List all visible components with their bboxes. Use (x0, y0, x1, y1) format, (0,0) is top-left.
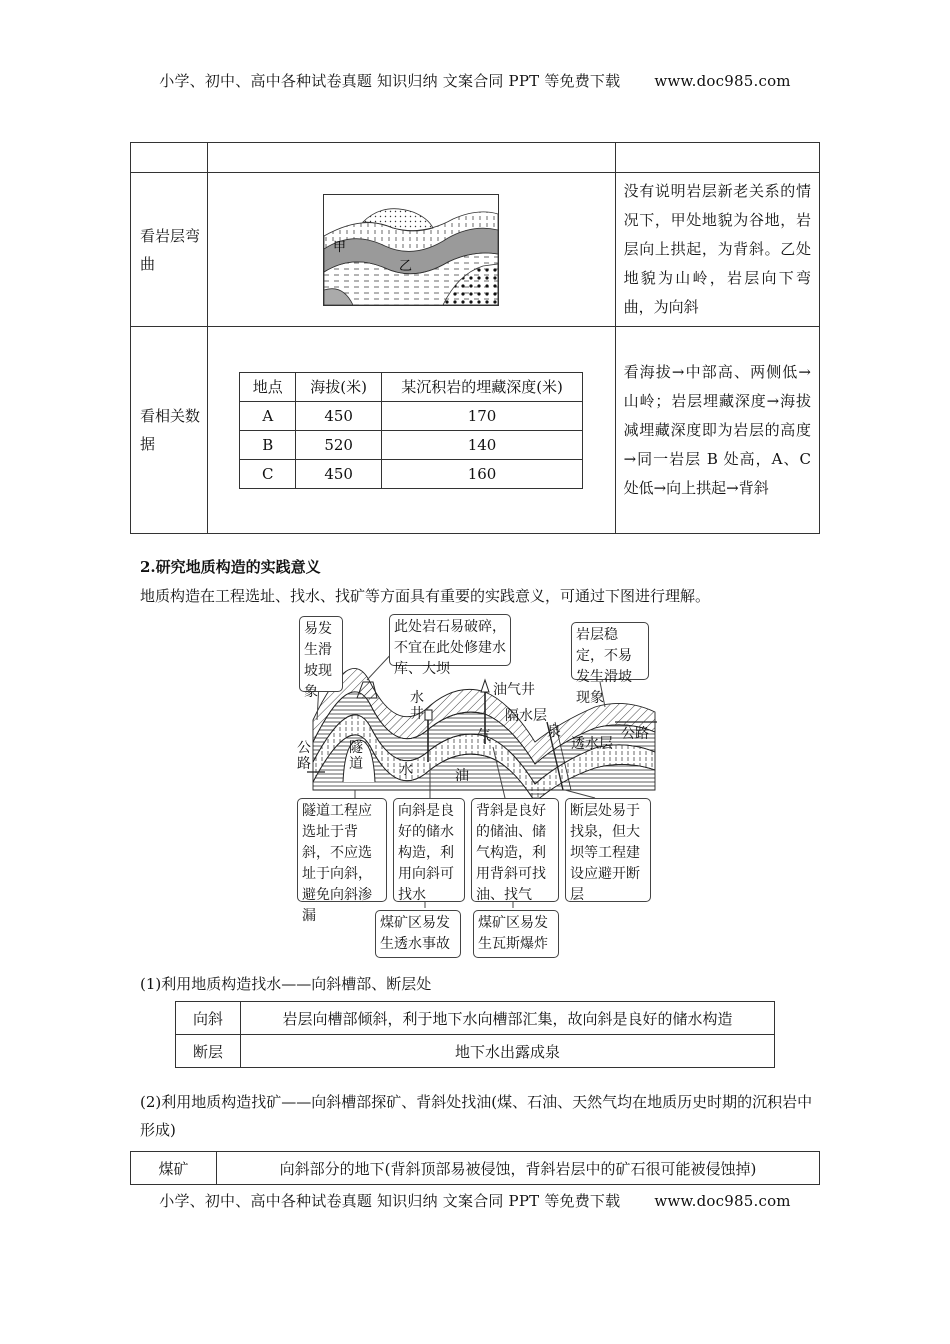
header-url[interactable]: www.doc985.com (654, 72, 791, 90)
label-spring: 泉 (547, 724, 561, 740)
label-gas: 气 (477, 728, 491, 744)
callout-anticline: 背斜是良好的储油、储气构造，利用背斜可找油、找气 (471, 798, 559, 902)
label-well: 水井 (410, 690, 424, 722)
row-label-data: 看相关数据 (131, 327, 208, 534)
table-row: C 450 160 (240, 459, 583, 488)
callout-syncline: 向斜是良好的储水构造，利用向斜可找水 (393, 798, 465, 902)
footer-text: 小学、初中、高中各种试卷真题 知识归纳 文案合同 PPT 等免费下载 (159, 1192, 621, 1210)
table-row: 煤矿 向斜部分的地下(背斜顶部易被侵蚀，背斜岩层中的矿石很可能被侵蚀掉) (131, 1152, 820, 1185)
table-row: 向斜 岩层向槽部倾斜，利于地下水向槽部汇集，故向斜是良好的储水构造 (176, 1002, 775, 1035)
part1-title: (1)利用地质构造找水——向斜槽部、断层处 (140, 975, 432, 993)
bend-figure-cell (207, 173, 615, 327)
part2-title: (2)利用地质构造找矿——向斜槽部探矿、背斜处找油(煤、石油、天然气均在地质历史时期的沉积岩中形成) (140, 1093, 813, 1139)
label-oil: 油 (455, 768, 469, 784)
footer-url[interactable]: www.doc985.com (654, 1192, 791, 1210)
callout-coal-gas: 煤矿区易发生瓦斯爆炸 (473, 910, 559, 958)
table-row: B 520 140 (240, 430, 583, 459)
section2-title: 2.研究地质构造的实践意义 (140, 558, 321, 576)
figure-label-jia: 甲 (333, 239, 347, 255)
callout-fault: 断层处易于找泉，但大坝等工程建设应避开断层 (565, 798, 651, 902)
table-row-data (131, 327, 820, 534)
row-label-bend: 看岩层弯曲 (131, 173, 208, 327)
label-road-left: 公路 (297, 740, 311, 772)
callout-rock-broken: 此处岩石易破碎，不宜在此处修建水库、大坝 (389, 614, 511, 666)
section2-intro: 地质构造在工程选址、找水、找矿等方面具有重要的实践意义，可通过下图进行理解。 (140, 587, 711, 605)
callout-coal-water: 煤矿区易发生透水事故 (375, 910, 461, 958)
callout-stable: 岩层稳定，不易发生滑坡现象 (571, 622, 649, 680)
figure-label-yi: 乙 (399, 258, 413, 274)
page-footer (0, 1190, 950, 1211)
label-road-right: 公路 (621, 726, 649, 742)
table-row-bend (131, 173, 820, 327)
col-header-elevation: 海拔(米) (296, 372, 382, 401)
label-tunnel: 隧道 (349, 740, 363, 772)
label-gas-well: 油气井 (493, 682, 535, 698)
label-water: 水 (399, 762, 413, 778)
water-table (175, 1001, 775, 1068)
col-header-site: 地点 (240, 372, 296, 401)
row-desc-bend: 没有说明岩层新老关系的情况下，甲处地貌为谷地，岩层向上拱起，为背斜。乙处地貌为山岭，岩层向下弯曲，为向斜 (615, 173, 819, 327)
callout-tunnel: 隧道工程应选址于背斜，不应选址于向斜，避免向斜渗漏 (297, 798, 387, 902)
label-aquifer: 透水层 (571, 736, 613, 752)
callout-landslide: 易发生滑坡现象 (299, 616, 343, 692)
table-row: 断层 地下水出露成泉 (176, 1035, 775, 1068)
header-text: 小学、初中、高中各种试卷真题 知识归纳 文案合同 PPT 等免费下载 (159, 72, 621, 90)
page-header (0, 70, 950, 91)
geology-diagram (295, 612, 665, 962)
table-row-empty (131, 143, 820, 173)
structure-table (130, 142, 820, 534)
col-header-depth: 某沉积岩的埋藏深度(米) (381, 372, 582, 401)
row-desc-data: 看海拔→中部高、两侧低→山岭；岩层埋藏深度→海拔减埋藏深度即为岩层的高度→同一岩层 B 处高，A、C 处低→向上拱起→背斜 (615, 327, 819, 534)
label-aquiclude: 隔水层 (505, 708, 547, 724)
elevation-table (239, 372, 583, 489)
data-table-cell (207, 327, 615, 534)
mineral-table (130, 1151, 820, 1185)
rock-bending-figure (323, 194, 499, 306)
table-row: A 450 170 (240, 401, 583, 430)
